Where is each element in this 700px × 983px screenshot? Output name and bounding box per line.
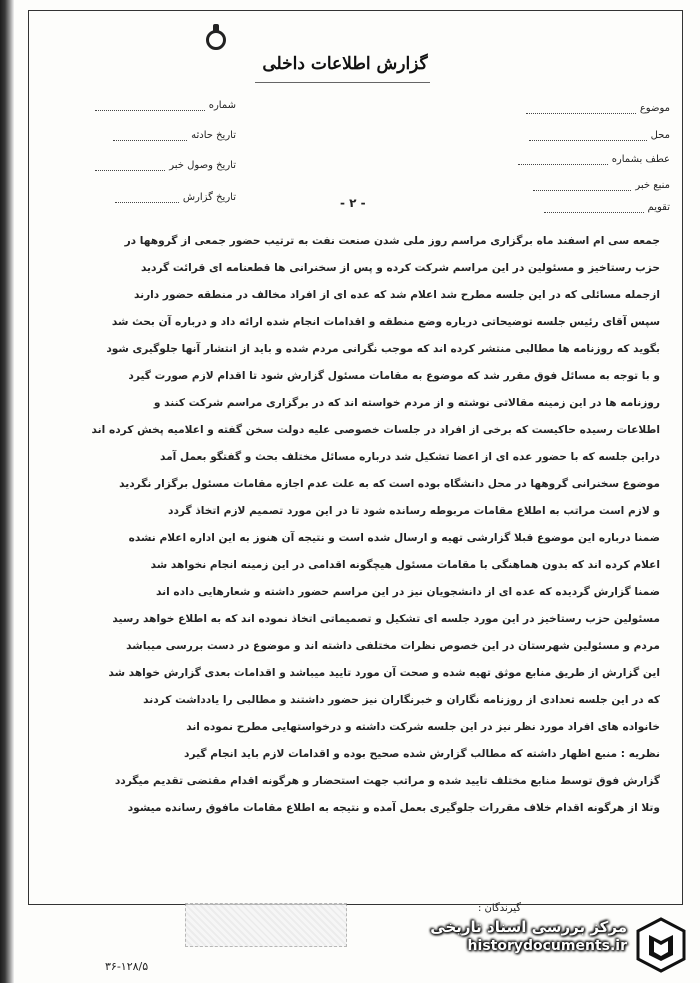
body-line: جمعه سی ام اسفند ماه برگزاری مراسم روز ملی شدن صنعت نفت به ترتیب حضور جمعی از گروهها در — [124, 235, 660, 247]
report-title: گزارش اطلاعات داخلی — [262, 54, 428, 74]
body-line: روزنامه ها در این زمینه مقالاتی نوشته و از مردم خواسته اند که در برگزاری مراسم شرکت کنند و — [153, 397, 660, 409]
body-line: اعلام کرده اند که بدون هماهنگی با مقامات مسئول هیچگونه اقدامی در این زمینه انجام نخواهد شد — [150, 559, 660, 571]
body-line: و لازم است مراتب به اطلاع مقامات مربوطه رسانده شود تا در این مورد تصمیم لازم اتخاذ گردد — [168, 505, 660, 517]
document-number: ۳۶-۱۲۸/۵ — [105, 960, 149, 973]
title-underline — [255, 82, 430, 83]
watermark-url: historydocuments.ir — [467, 938, 627, 954]
body-line: موضوع سخنرانی گروهها در محل دانشگاه بوده است که به علت عدم اجازه مقامات مسئول برگزار نگردید — [119, 478, 660, 490]
body-line: ضمنا درباره این موضوع قبلا گزارشی تهیه و ارسال شده است و نتیجه آن هنوز به این اداره اعلام نشده — [128, 532, 660, 544]
body-line: وتلا از هرگونه اقدام خلاف مقررات جلوگیری بعمل آمده و نتیجه به اطلاع مقامات مافوق رسانده میشود — [127, 802, 660, 814]
body-line: این گزارش از طریق منابع موثق تهیه شده و صحت آن مورد تایید میباشد و اقدامات بعدی گزارش خواهد شد — [108, 667, 660, 679]
scan-left-edge — [0, 0, 14, 983]
body-line: حزب رستاخیز و مسئولین در این مراسم شرکت کرده و پس از سخنرانی ها قطعنامه ای قرائت گردید — [140, 262, 660, 274]
field-number: شماره — [95, 100, 236, 111]
body-line: مسئولین حزب رستاخیز در این مورد جلسه ای تشکیل و تصمیماتی اتخاذ نموده اند که به اطلاع خواهد رسید — [112, 613, 660, 625]
field-report-date: تاریخ گزارش — [115, 192, 236, 203]
body-line: گزارش فوق توسط منابع مختلف تایید شده و مراتب جهت استحضار و هرگونه اقدام مقتضی تقدیم میگردد — [114, 775, 660, 787]
faded-stamp — [185, 903, 347, 947]
body-line: و با توجه به مسائل فوق مقرر شد که موضوع به مقامات مسئول گزارش شود تا اقدام لازم صورت گیرد — [128, 370, 660, 382]
body-line: ضمنا گزارش گردیده که عده ای از دانشجویان نیز در این مراسم حضور داشته و شعارهایی داده اند — [155, 586, 660, 598]
body-line: دراین جلسه که با حضور عده ای از اعضا تشکیل شد درباره مسائل مختلف بحث و گفتگو بعمل آمد — [160, 451, 660, 463]
field-incident-date: تاریخ حادثه — [113, 130, 236, 141]
body-line: ازجمله مسائلی که در این جلسه مطرح شد اعلام شد که عده ای از افراد مخالف در منطقه حضور دارند — [133, 289, 660, 301]
body-line: سپس آقای رئیس جلسه توضیحاتی درباره وضع منطقه و اقدامات انجام شده ارائه داد و درباره آن بحث شد — [111, 316, 660, 328]
field-subject: موضوع — [526, 103, 670, 114]
body-line: بگوید که روزنامه ها مطالبی منتشر کرده اند که موجب نگرانی مردم شده و باید از انتشار آنها جلوگیری شود — [106, 343, 660, 355]
body-line: اطلاعات رسیده حاکیست که برخی از افراد در جلسات خصوصی علیه دولت سخن گفته و اعلامیه پخش کرده اند — [91, 424, 660, 436]
field-location: محل — [529, 130, 670, 141]
body-line: که در این جلسه تعدادی از روزنامه نگاران و خبرنگاران نیز حضور داشتند و مطالبی را یادداشت کردند — [143, 694, 660, 706]
field-assessment: تقویم — [544, 202, 670, 213]
archive-logo-icon — [632, 915, 690, 975]
recipients-label: گیرندگان : — [478, 903, 522, 914]
field-source: منبع خبر — [533, 180, 670, 191]
page-number: - ۲ - — [340, 196, 366, 210]
body-line: مردم و مسئولین شهرستان در این خصوص نظرات مختلفی داشته اند و موضوع در دست بررسی میباشد — [126, 640, 660, 652]
watermark-title: مرکز بررسی اسناد تاریخی — [430, 918, 627, 936]
emblem-icon — [206, 30, 226, 50]
field-reference: عطف بشماره — [518, 154, 670, 165]
body-line: خانواده های افراد مورد نظر نیز در این جلسه شرکت داشته و درخواستهایی مطرح نموده اند — [186, 721, 660, 733]
watermark — [402, 918, 627, 954]
body-line: نظریه : منبع اظهار داشته که مطالب گزارش شده صحیح بوده و اقدامات لازم باید انجام گیرد — [184, 748, 660, 760]
report-body — [38, 228, 660, 822]
field-received-date: تاریخ وصول خبر — [95, 160, 236, 171]
